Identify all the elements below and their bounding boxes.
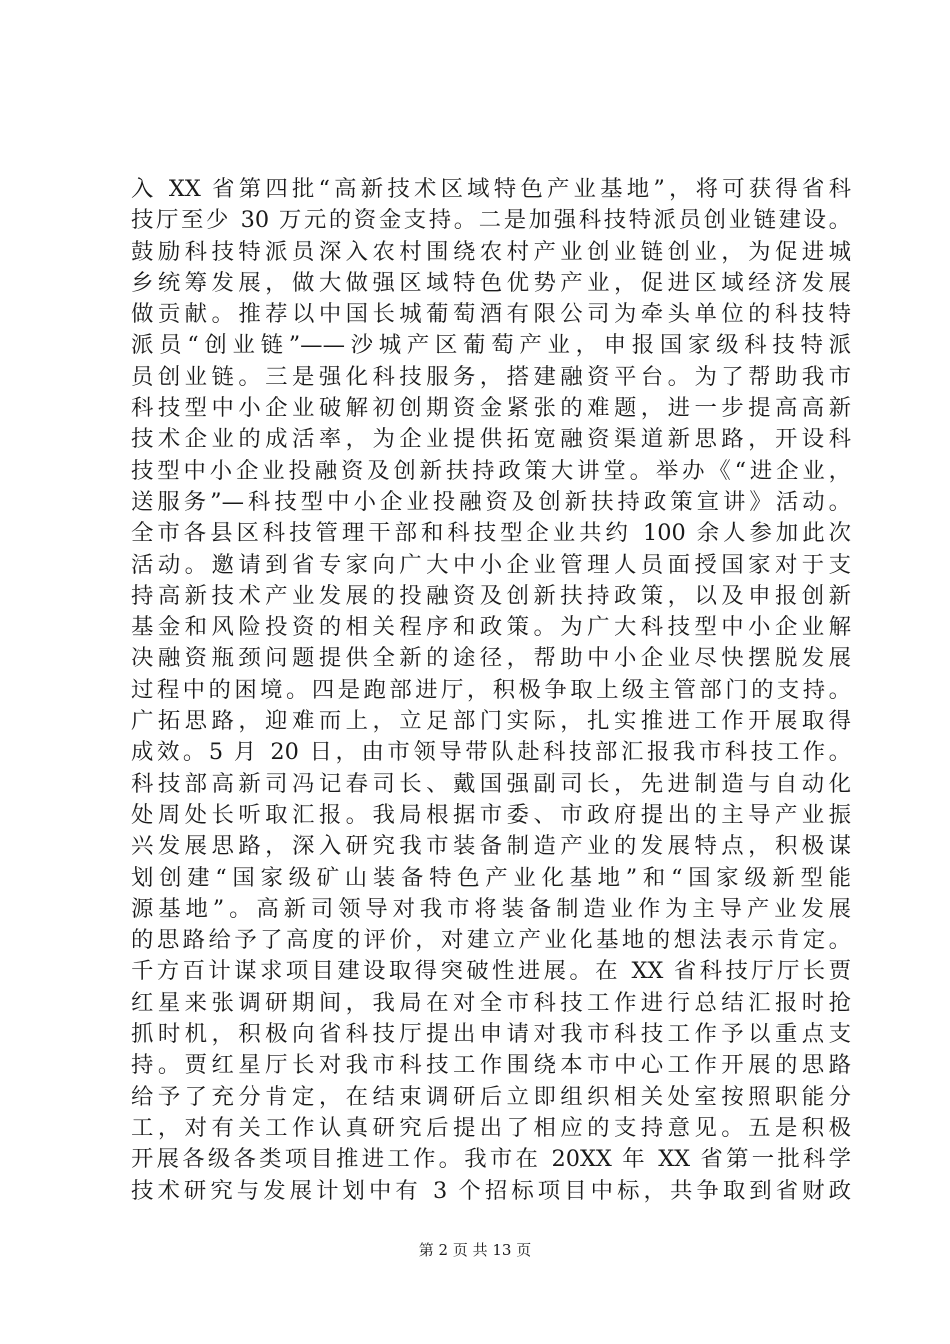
text-line: 源基地”。高新司领导对我市将装备制造业作为主导产业发展 <box>131 895 851 922</box>
body-text <box>131 174 851 1207</box>
text-line: 科技型中小企业破解初创期资金紧张的难题，进一步提高高新 <box>131 395 851 422</box>
text-line: 技型中小企业投融资及创新扶持政策大讲堂。举办《“进企业， <box>131 457 851 484</box>
text-line: 员创业链。三是强化科技服务，搭建融资平台。为了帮助我市 <box>131 363 851 390</box>
text-line: 决融资瓶颈问题提供全新的途径，帮助中小企业尽快摆脱发展 <box>131 645 851 672</box>
page-number-footer: 第 2 页 共 13 页 <box>418 1241 532 1259</box>
text-line: 全市各县区科技管理干部和科技型企业共约 100 余人参加此次 <box>131 520 851 547</box>
text-line: 技术研究与发展计划中有 3 个招标项目中标，共争取到省财政 <box>131 1177 851 1204</box>
text-line: 广拓思路，迎难而上，立足部门实际，扎实推进工作开展取得 <box>131 708 851 735</box>
text-line: 鼓励科技特派员深入农村围绕农村产业创业链创业，为促进城 <box>131 238 851 265</box>
text-line: 科技部高新司冯记春司长、戴国强副司长，先进制造与自动化 <box>131 770 851 797</box>
text-line: 技厅至少 30 万元的资金支持。二是加强科技特派员创业链建设。 <box>131 207 851 234</box>
text-line: 做贡献。推荐以中国长城葡萄酒有限公司为牵头单位的科技特 <box>131 301 851 328</box>
text-line: 持高新技术产业发展的投融资及创新扶持政策，以及申报创新 <box>131 582 851 609</box>
text-line: 乡统筹发展，做大做强区域特色优势产业，促进区域经济发展 <box>131 269 851 296</box>
text-line: 工，对有关工作认真研究后提出了相应的支持意见。五是积极 <box>131 1114 851 1141</box>
text-line: 过程中的困境。四是跑部进厅，积极争取上级主管部门的支持。 <box>131 676 851 703</box>
text-line: 入 XX 省第四批“高新技术区域特色产业基地”，将可获得省科 <box>131 176 851 202</box>
text-line: 基金和风险投资的相关程序和政策。为广大科技型中小企业解 <box>131 614 851 641</box>
text-line: 处周处长听取汇报。我局根据市委、市政府提出的主导产业振 <box>131 801 851 828</box>
text-line: 兴发展思路，深入研究我市装备制造产业的发展特点，积极谋 <box>131 833 851 860</box>
text-line: 开展各级各类项目推进工作。我市在 20XX 年 XX 省第一批科学 <box>131 1146 851 1173</box>
text-line: 抓时机，积极向省科技厅提出申请对我市科技工作予以重点支 <box>131 1021 851 1048</box>
text-line: 派员“创业链”——沙城产区葡萄产业，申报国家级科技特派 <box>131 332 851 359</box>
text-line: 划创建“国家级矿山装备特色产业化基地”和“国家级新型能 <box>131 864 851 891</box>
text-line: 的思路给予了高度的评价，对建立产业化基地的想法表示肯定。 <box>131 927 851 954</box>
text-line: 千方百计谋求项目建设取得突破性进展。在 XX 省科技厅厅长贾 <box>131 958 851 985</box>
text-line: 成效。5 月 20 日，由市领导带队赴科技部汇报我市科技工作。 <box>131 739 851 766</box>
text-line: 给予了充分肯定，在结束调研后立即组织相关处室按照职能分 <box>131 1083 851 1110</box>
text-line: 技术企业的成活率，为企业提供拓宽融资渠道新思路，开设科 <box>131 426 851 453</box>
text-line: 活动。邀请到省专家向广大中小企业管理人员面授国家对于支 <box>131 551 851 578</box>
text-line: 送服务”—科技型中小企业投融资及创新扶持政策宣讲》活动。 <box>131 488 851 515</box>
text-line: 红星来张调研期间，我局在对全市科技工作进行总结汇报时抢 <box>131 989 851 1016</box>
text-line: 持。贾红星厅长对我市科技工作围绕本市中心工作开展的思路 <box>131 1052 851 1079</box>
